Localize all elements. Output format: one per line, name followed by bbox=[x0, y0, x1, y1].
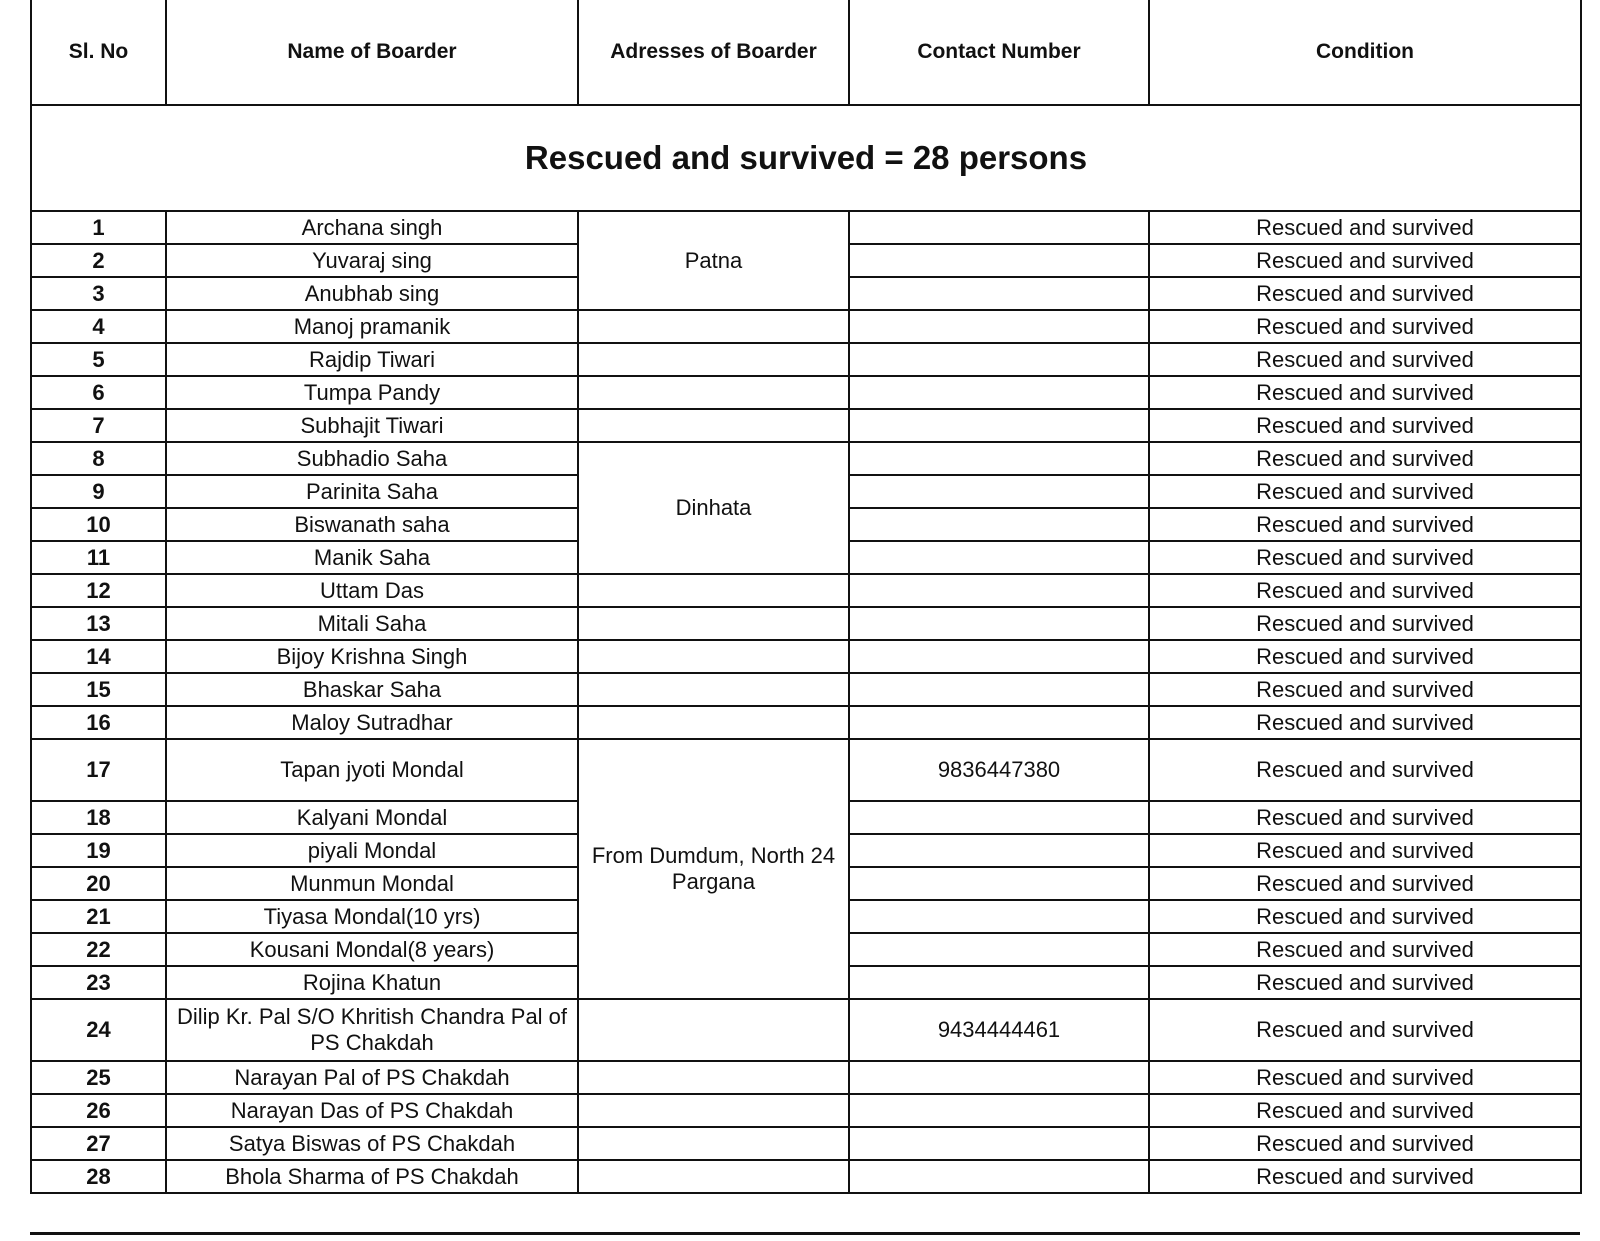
contact-cell bbox=[849, 409, 1149, 442]
table-row bbox=[31, 640, 1581, 673]
condition-cell: Rescued and survived bbox=[1149, 1061, 1581, 1094]
sl-no-cell: 21 bbox=[31, 900, 166, 933]
condition-cell: Rescued and survived bbox=[1149, 999, 1581, 1061]
contact-cell bbox=[849, 541, 1149, 574]
condition-cell: Rescued and survived bbox=[1149, 834, 1581, 867]
table-row bbox=[31, 574, 1581, 607]
contact-cell bbox=[849, 834, 1149, 867]
sl-no-cell: 10 bbox=[31, 508, 166, 541]
sl-no-cell: 9 bbox=[31, 475, 166, 508]
condition-cell: Rescued and survived bbox=[1149, 933, 1581, 966]
table-row bbox=[31, 442, 1581, 475]
address-cell bbox=[578, 376, 849, 409]
contact-cell bbox=[849, 508, 1149, 541]
address-cell bbox=[578, 310, 849, 343]
condition-cell: Rescued and survived bbox=[1149, 1127, 1581, 1160]
table-row bbox=[31, 1127, 1581, 1160]
contact-cell bbox=[849, 607, 1149, 640]
name-cell: Parinita Saha bbox=[166, 475, 578, 508]
sl-no-cell: 25 bbox=[31, 1061, 166, 1094]
name-cell: Bhaskar Saha bbox=[166, 673, 578, 706]
condition-cell: Rescued and survived bbox=[1149, 442, 1581, 475]
boarders-table bbox=[30, 0, 1582, 1194]
sl-no-cell: 11 bbox=[31, 541, 166, 574]
sl-no-cell: 23 bbox=[31, 966, 166, 999]
sl-no-cell: 19 bbox=[31, 834, 166, 867]
contact-cell bbox=[849, 1094, 1149, 1127]
condition-cell: Rescued and survived bbox=[1149, 376, 1581, 409]
sl-no-cell: 17 bbox=[31, 739, 166, 801]
address-cell bbox=[578, 1061, 849, 1094]
section-title: Rescued and survived = 28 persons bbox=[31, 105, 1581, 211]
contact-cell: 9836447380 bbox=[849, 739, 1149, 801]
contact-cell bbox=[849, 244, 1149, 277]
table-row bbox=[31, 706, 1581, 739]
sl-no-cell: 1 bbox=[31, 211, 166, 244]
table-row bbox=[31, 673, 1581, 706]
sl-no-cell: 5 bbox=[31, 343, 166, 376]
name-cell: Kousani Mondal(8 years) bbox=[166, 933, 578, 966]
sl-no-cell: 16 bbox=[31, 706, 166, 739]
sl-no-cell: 28 bbox=[31, 1160, 166, 1193]
sl-no-cell: 7 bbox=[31, 409, 166, 442]
header-sl-no: Sl. No bbox=[31, 0, 166, 105]
table-row bbox=[31, 1160, 1581, 1193]
name-cell: Biswanath saha bbox=[166, 508, 578, 541]
contact-cell bbox=[849, 966, 1149, 999]
name-cell: Manoj pramanik bbox=[166, 310, 578, 343]
header-condition: Condition bbox=[1149, 0, 1581, 105]
contact-cell bbox=[849, 277, 1149, 310]
contact-cell bbox=[849, 933, 1149, 966]
table-row bbox=[31, 343, 1581, 376]
condition-cell: Rescued and survived bbox=[1149, 211, 1581, 244]
name-cell: Narayan Pal of PS Chakdah bbox=[166, 1061, 578, 1094]
table-row bbox=[31, 310, 1581, 343]
sl-no-cell: 6 bbox=[31, 376, 166, 409]
condition-cell: Rescued and survived bbox=[1149, 343, 1581, 376]
name-cell: Rojina Khatun bbox=[166, 966, 578, 999]
name-cell: Rajdip Tiwari bbox=[166, 343, 578, 376]
condition-cell: Rescued and survived bbox=[1149, 277, 1581, 310]
condition-cell: Rescued and survived bbox=[1149, 1160, 1581, 1193]
contact-cell bbox=[849, 640, 1149, 673]
contact-cell: 9434444461 bbox=[849, 999, 1149, 1061]
name-cell: Subhadio Saha bbox=[166, 442, 578, 475]
name-cell: Bhola Sharma of PS Chakdah bbox=[166, 1160, 578, 1193]
contact-cell bbox=[849, 706, 1149, 739]
sl-no-cell: 3 bbox=[31, 277, 166, 310]
table-row bbox=[31, 1094, 1581, 1127]
sl-no-cell: 18 bbox=[31, 801, 166, 834]
condition-cell: Rescued and survived bbox=[1149, 475, 1581, 508]
name-cell: Tumpa Pandy bbox=[166, 376, 578, 409]
name-cell: piyali Mondal bbox=[166, 834, 578, 867]
condition-cell: Rescued and survived bbox=[1149, 310, 1581, 343]
table-row bbox=[31, 999, 1581, 1061]
name-cell: Uttam Das bbox=[166, 574, 578, 607]
address-cell bbox=[578, 409, 849, 442]
address-cell bbox=[578, 673, 849, 706]
contact-cell bbox=[849, 343, 1149, 376]
table-row bbox=[31, 376, 1581, 409]
contact-cell bbox=[849, 442, 1149, 475]
contact-cell bbox=[849, 376, 1149, 409]
contact-cell bbox=[849, 1127, 1149, 1160]
header-contact: Contact Number bbox=[849, 0, 1149, 105]
name-cell: Munmun Mondal bbox=[166, 867, 578, 900]
contact-cell bbox=[849, 867, 1149, 900]
name-cell: Mitali Saha bbox=[166, 607, 578, 640]
contact-cell bbox=[849, 801, 1149, 834]
address-cell bbox=[578, 640, 849, 673]
condition-cell: Rescued and survived bbox=[1149, 900, 1581, 933]
sl-no-cell: 24 bbox=[31, 999, 166, 1061]
name-cell: Yuvaraj sing bbox=[166, 244, 578, 277]
table-row bbox=[31, 607, 1581, 640]
name-cell: Kalyani Mondal bbox=[166, 801, 578, 834]
address-cell bbox=[578, 706, 849, 739]
contact-cell bbox=[849, 574, 1149, 607]
condition-cell: Rescued and survived bbox=[1149, 966, 1581, 999]
contact-cell bbox=[849, 673, 1149, 706]
sl-no-cell: 20 bbox=[31, 867, 166, 900]
address-cell: From Dumdum, North 24 Pargana bbox=[578, 739, 849, 999]
address-cell: Patna bbox=[578, 211, 849, 310]
contact-cell bbox=[849, 900, 1149, 933]
sl-no-cell: 27 bbox=[31, 1127, 166, 1160]
contact-cell bbox=[849, 211, 1149, 244]
condition-cell: Rescued and survived bbox=[1149, 867, 1581, 900]
address-cell bbox=[578, 999, 849, 1061]
address-cell bbox=[578, 1127, 849, 1160]
contact-cell bbox=[849, 310, 1149, 343]
address-cell bbox=[578, 574, 849, 607]
sl-no-cell: 12 bbox=[31, 574, 166, 607]
name-cell: Maloy Sutradhar bbox=[166, 706, 578, 739]
table-row bbox=[31, 409, 1581, 442]
name-cell: Subhajit Tiwari bbox=[166, 409, 578, 442]
name-cell: Narayan Das of PS Chakdah bbox=[166, 1094, 578, 1127]
condition-cell: Rescued and survived bbox=[1149, 673, 1581, 706]
bottom-rule bbox=[30, 1232, 1580, 1235]
sl-no-cell: 8 bbox=[31, 442, 166, 475]
sl-no-cell: 22 bbox=[31, 933, 166, 966]
contact-cell bbox=[849, 1061, 1149, 1094]
name-cell: Tapan jyoti Mondal bbox=[166, 739, 578, 801]
name-cell: Anubhab sing bbox=[166, 277, 578, 310]
address-cell bbox=[578, 607, 849, 640]
section-title-row bbox=[31, 105, 1581, 211]
condition-cell: Rescued and survived bbox=[1149, 1094, 1581, 1127]
name-cell: Bijoy Krishna Singh bbox=[166, 640, 578, 673]
sl-no-cell: 4 bbox=[31, 310, 166, 343]
address-cell bbox=[578, 343, 849, 376]
contact-cell bbox=[849, 475, 1149, 508]
sl-no-cell: 2 bbox=[31, 244, 166, 277]
condition-cell: Rescued and survived bbox=[1149, 640, 1581, 673]
address-cell bbox=[578, 1160, 849, 1193]
name-cell: Satya Biswas of PS Chakdah bbox=[166, 1127, 578, 1160]
name-cell: Manik Saha bbox=[166, 541, 578, 574]
header-row bbox=[31, 0, 1581, 105]
contact-cell bbox=[849, 1160, 1149, 1193]
sl-no-cell: 15 bbox=[31, 673, 166, 706]
condition-cell: Rescued and survived bbox=[1149, 244, 1581, 277]
table-row bbox=[31, 1061, 1581, 1094]
address-cell: Dinhata bbox=[578, 442, 849, 574]
condition-cell: Rescued and survived bbox=[1149, 541, 1581, 574]
name-cell: Archana singh bbox=[166, 211, 578, 244]
table-row bbox=[31, 211, 1581, 244]
name-cell: Tiyasa Mondal(10 yrs) bbox=[166, 900, 578, 933]
sl-no-cell: 26 bbox=[31, 1094, 166, 1127]
condition-cell: Rescued and survived bbox=[1149, 508, 1581, 541]
condition-cell: Rescued and survived bbox=[1149, 706, 1581, 739]
condition-cell: Rescued and survived bbox=[1149, 607, 1581, 640]
table-row bbox=[31, 739, 1581, 801]
condition-cell: Rescued and survived bbox=[1149, 739, 1581, 801]
condition-cell: Rescued and survived bbox=[1149, 574, 1581, 607]
sl-no-cell: 14 bbox=[31, 640, 166, 673]
condition-cell: Rescued and survived bbox=[1149, 801, 1581, 834]
header-name: Name of Boarder bbox=[166, 0, 578, 105]
address-cell bbox=[578, 1094, 849, 1127]
condition-cell: Rescued and survived bbox=[1149, 409, 1581, 442]
name-cell: Dilip Kr. Pal S/O Khritish Chandra Pal of PS Chakdah bbox=[166, 999, 578, 1061]
sl-no-cell: 13 bbox=[31, 607, 166, 640]
header-address: Adresses of Boarder bbox=[578, 0, 849, 105]
